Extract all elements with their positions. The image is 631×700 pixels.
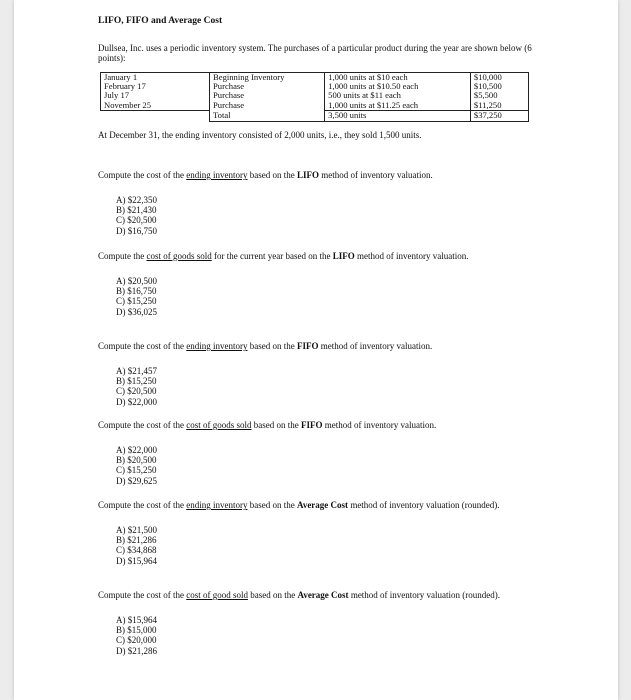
answer-option[interactable]: B) $16,750 [116, 285, 157, 296]
answer-option[interactable]: C) $20,500 [116, 215, 157, 226]
answer-option[interactable]: B) $15,250 [116, 375, 157, 386]
question-block [98, 251, 538, 317]
question-text: Compute the cost of the cost of goods sold based on the FIFO method of inventory valuation. [98, 420, 437, 430]
type-cell: Purchase [210, 82, 325, 91]
answer-option[interactable]: C) $34,868 [116, 545, 157, 556]
answer-option[interactable]: D) $15,964 [116, 555, 157, 566]
page-title: LIFO, FIFO and Average Cost [98, 16, 223, 26]
answer-option[interactable]: D) $36,025 [116, 306, 157, 317]
date-cell: November 25 [101, 101, 210, 111]
intro-paragraph: Dullsea, Inc. uses a periodic inventory system. The purchases of a particular product during the year are shown below (6 points): [98, 42, 532, 63]
table-row-total [101, 111, 529, 121]
units-cell: 3,500 units [325, 111, 471, 121]
answer-options [116, 276, 538, 318]
answer-option[interactable]: D) $29,625 [116, 475, 157, 486]
ending-inventory-note: At December 31, the ending inventory consisted of 2,000 units, i.e., they sold 1,500 units. [98, 129, 422, 140]
answer-option[interactable]: C) $20,500 [116, 386, 157, 397]
answer-options [116, 366, 538, 408]
type-cell: Purchase [210, 101, 325, 111]
question-text: Compute the cost of the ending inventory based on the Average Cost method of inventory valuation (rounded). [98, 500, 500, 510]
answer-options [116, 195, 538, 237]
type-cell: Beginning Inventory [210, 72, 325, 82]
answer-option[interactable]: A) $15,964 [116, 614, 157, 625]
answer-option[interactable]: B) $21,286 [116, 534, 157, 545]
answer-option[interactable]: D) $22,000 [116, 396, 157, 407]
date-cell: January 1 [101, 72, 210, 82]
answer-option[interactable]: A) $22,000 [116, 444, 157, 455]
units-cell: 500 units at $11 each [325, 91, 471, 100]
document-page [14, 0, 618, 700]
table-row [101, 91, 529, 100]
cost-cell: $37,250 [470, 111, 528, 121]
answer-option[interactable]: B) $21,430 [116, 204, 157, 215]
document-content [98, 16, 538, 140]
answer-option[interactable]: A) $20,500 [116, 275, 157, 286]
question-block [98, 170, 538, 236]
type-cell: Total [210, 111, 325, 121]
table-row [101, 101, 529, 111]
question-block [98, 590, 508, 656]
units-cell: 1,000 units at $10 each [325, 72, 471, 82]
answer-option[interactable]: D) $21,286 [116, 645, 157, 656]
question-block [98, 420, 538, 486]
units-cell: 1,000 units at $10.50 each [325, 82, 471, 91]
date-cell [101, 111, 210, 121]
date-cell: February 17 [101, 82, 210, 91]
answer-option[interactable]: A) $22,350 [116, 194, 157, 205]
answer-option[interactable]: D) $16,750 [116, 225, 157, 236]
answer-options [116, 615, 508, 657]
answer-option[interactable]: C) $15,250 [116, 296, 157, 307]
question-block [98, 341, 538, 407]
answer-option[interactable]: A) $21,457 [116, 365, 157, 376]
units-cell: 1,000 units at $11.25 each [325, 101, 471, 111]
answer-option[interactable]: B) $20,500 [116, 454, 157, 465]
question-text: Compute the cost of the cost of good sold based on the Average Cost method of inventory valuation (rounded). [98, 590, 501, 600]
type-cell: Purchase [210, 91, 325, 100]
answer-options [116, 525, 508, 567]
purchases-table [100, 72, 529, 122]
question-text: Compute the cost of the ending inventory based on the FIFO method of inventory valuation. [98, 341, 433, 351]
question-text: Compute the cost of the ending inventory based on the LIFO method of inventory valuation. [98, 170, 433, 180]
table-row [101, 72, 529, 82]
answer-options [116, 445, 538, 487]
question-block [98, 500, 508, 566]
answer-option[interactable]: C) $20,000 [116, 635, 157, 646]
date-cell: July 17 [101, 91, 210, 100]
cost-cell: $5,500 [470, 91, 528, 100]
answer-option[interactable]: A) $21,500 [116, 524, 157, 535]
cost-cell: $10,500 [470, 82, 528, 91]
answer-option[interactable]: B) $15,000 [116, 624, 157, 635]
cost-cell: $11,250 [470, 101, 528, 111]
question-text: Compute the cost of goods sold for the current year based on the LIFO method of inventory valuation. [98, 251, 469, 261]
table-row [101, 82, 529, 91]
answer-option[interactable]: C) $15,250 [116, 465, 157, 476]
cost-cell: $10,000 [470, 72, 528, 82]
